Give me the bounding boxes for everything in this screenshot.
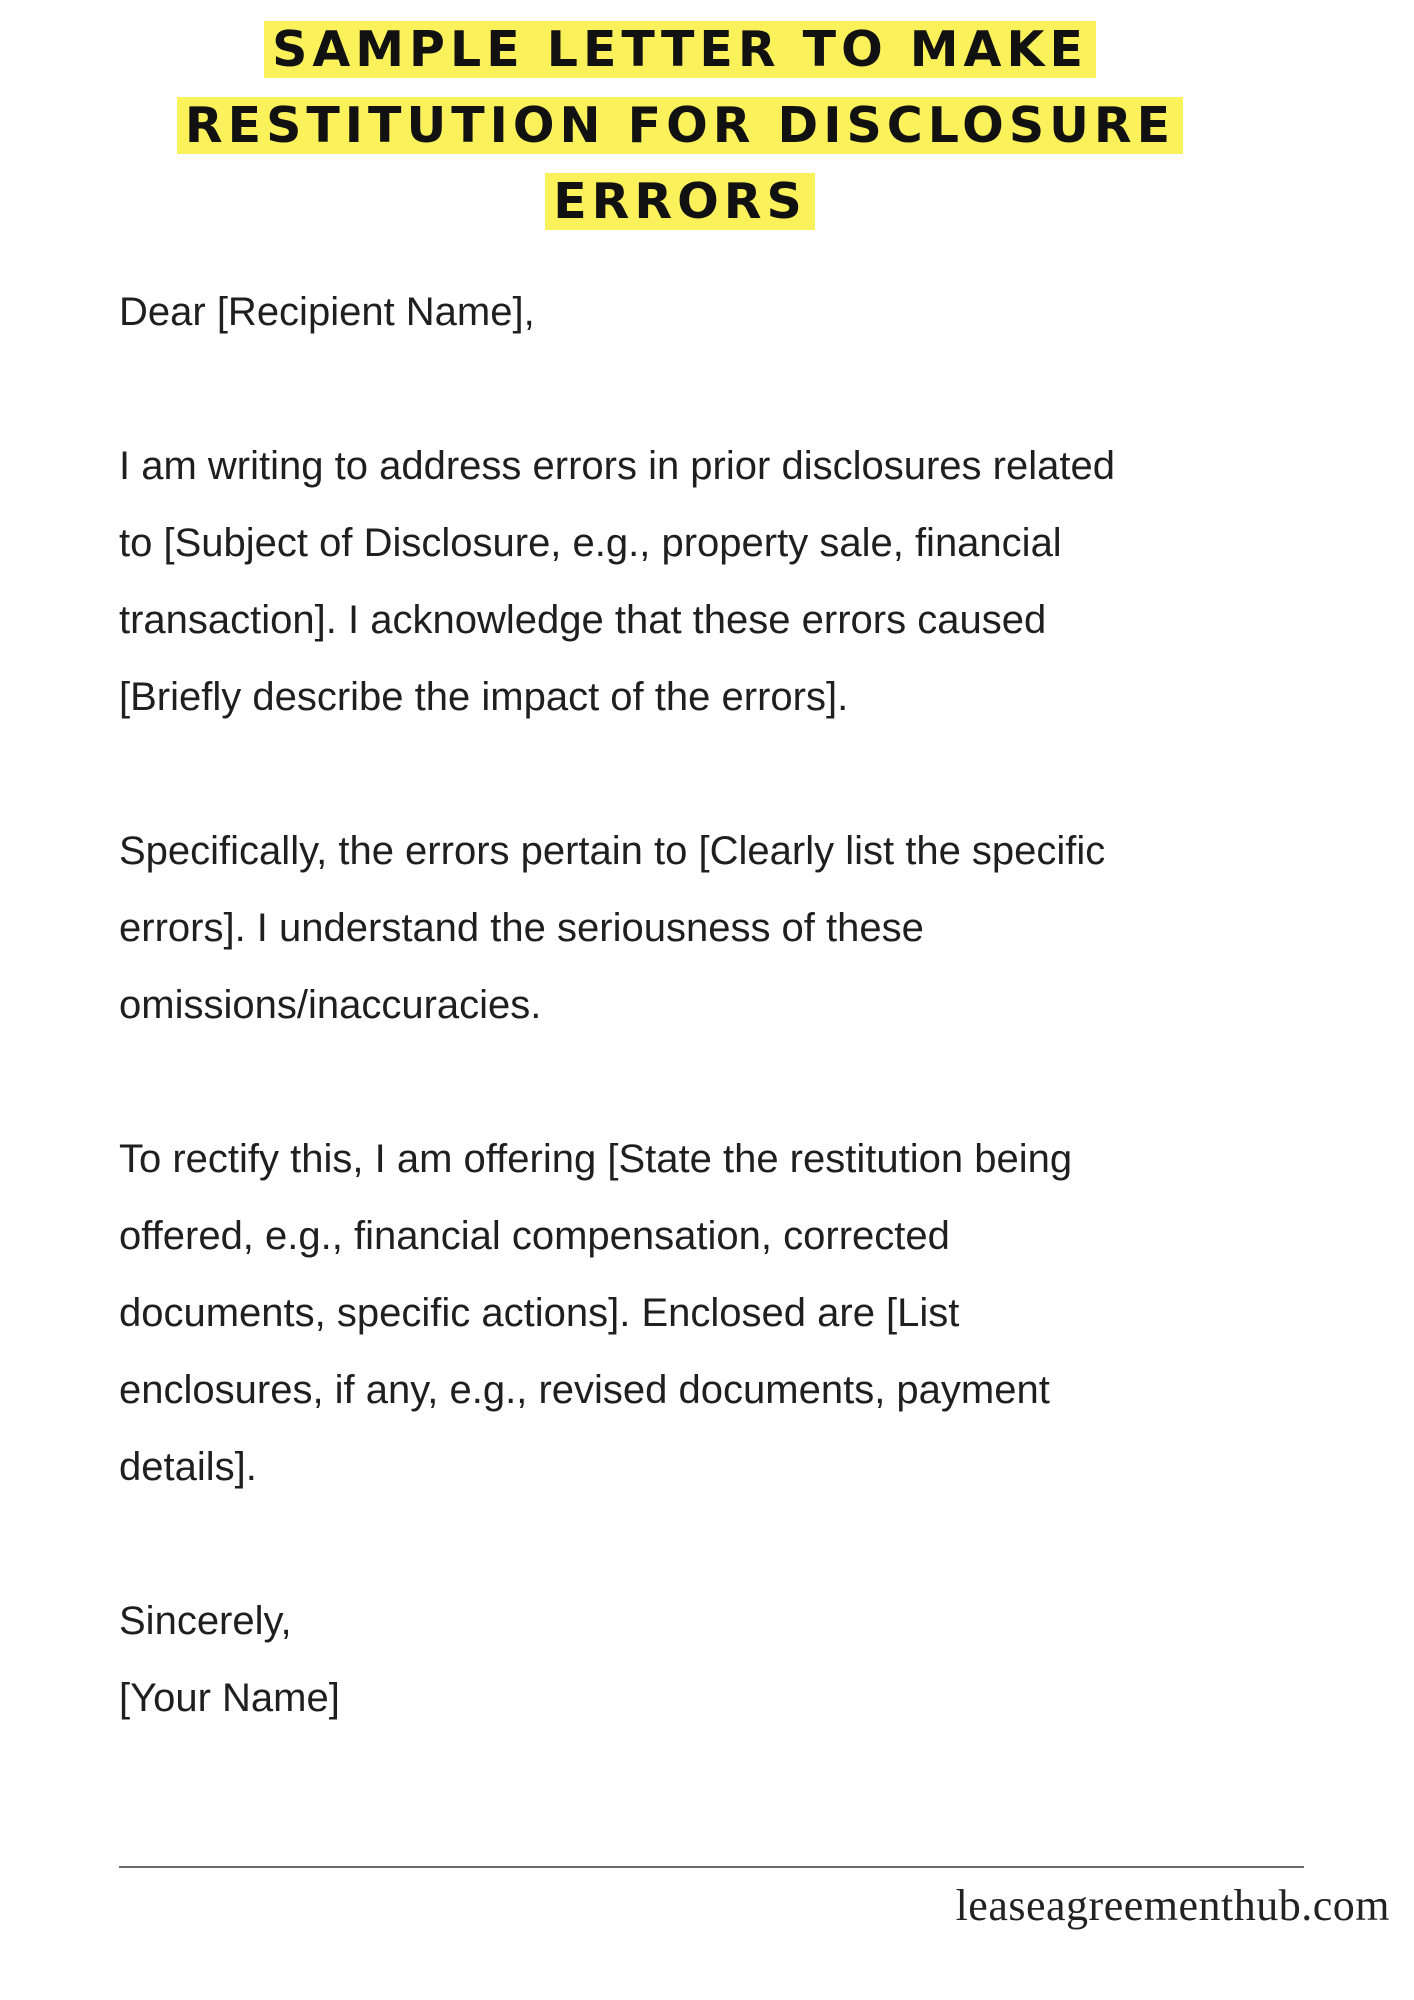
title-line-2: RESTITUTION FOR DISCLOSURE bbox=[177, 97, 1183, 154]
spacer bbox=[119, 1506, 1349, 1583]
title-line-3: ERRORS bbox=[545, 173, 815, 230]
paragraph-1: I am writing to address errors in prior disclosures related to [Subject of Disclosure, e.g., property sale, financial transaction]. I acknowledge that these errors caused [Briefly describe the impact of the errors]. bbox=[119, 444, 1115, 719]
letter-title bbox=[100, 12, 1260, 240]
letter-body bbox=[119, 274, 1349, 1737]
paragraph-2: Specifically, the errors pertain to [Clearly list the specific errors]. I understand the seriousness of these omissions/inaccuracies. bbox=[119, 829, 1106, 1027]
footer-site-name: leaseagreementhub.com bbox=[955, 1881, 1390, 1930]
spacer bbox=[119, 351, 1349, 428]
paragraph-3: To rectify this, I am offering [State the restitution being offered, e.g., financial compensation, corrected documents, specific actions]. Enclosed are [List enclosures, if any, e.g., revised documents, payment details]. bbox=[119, 1137, 1073, 1489]
title-line-1: SAMPLE LETTER TO MAKE bbox=[264, 21, 1096, 78]
footer-divider bbox=[119, 1866, 1304, 1868]
spacer bbox=[119, 736, 1349, 813]
salutation: Dear [Recipient Name], bbox=[119, 290, 535, 334]
signature: [Your Name] bbox=[119, 1676, 340, 1720]
spacer bbox=[119, 1044, 1349, 1121]
closing: Sincerely, bbox=[119, 1599, 292, 1643]
